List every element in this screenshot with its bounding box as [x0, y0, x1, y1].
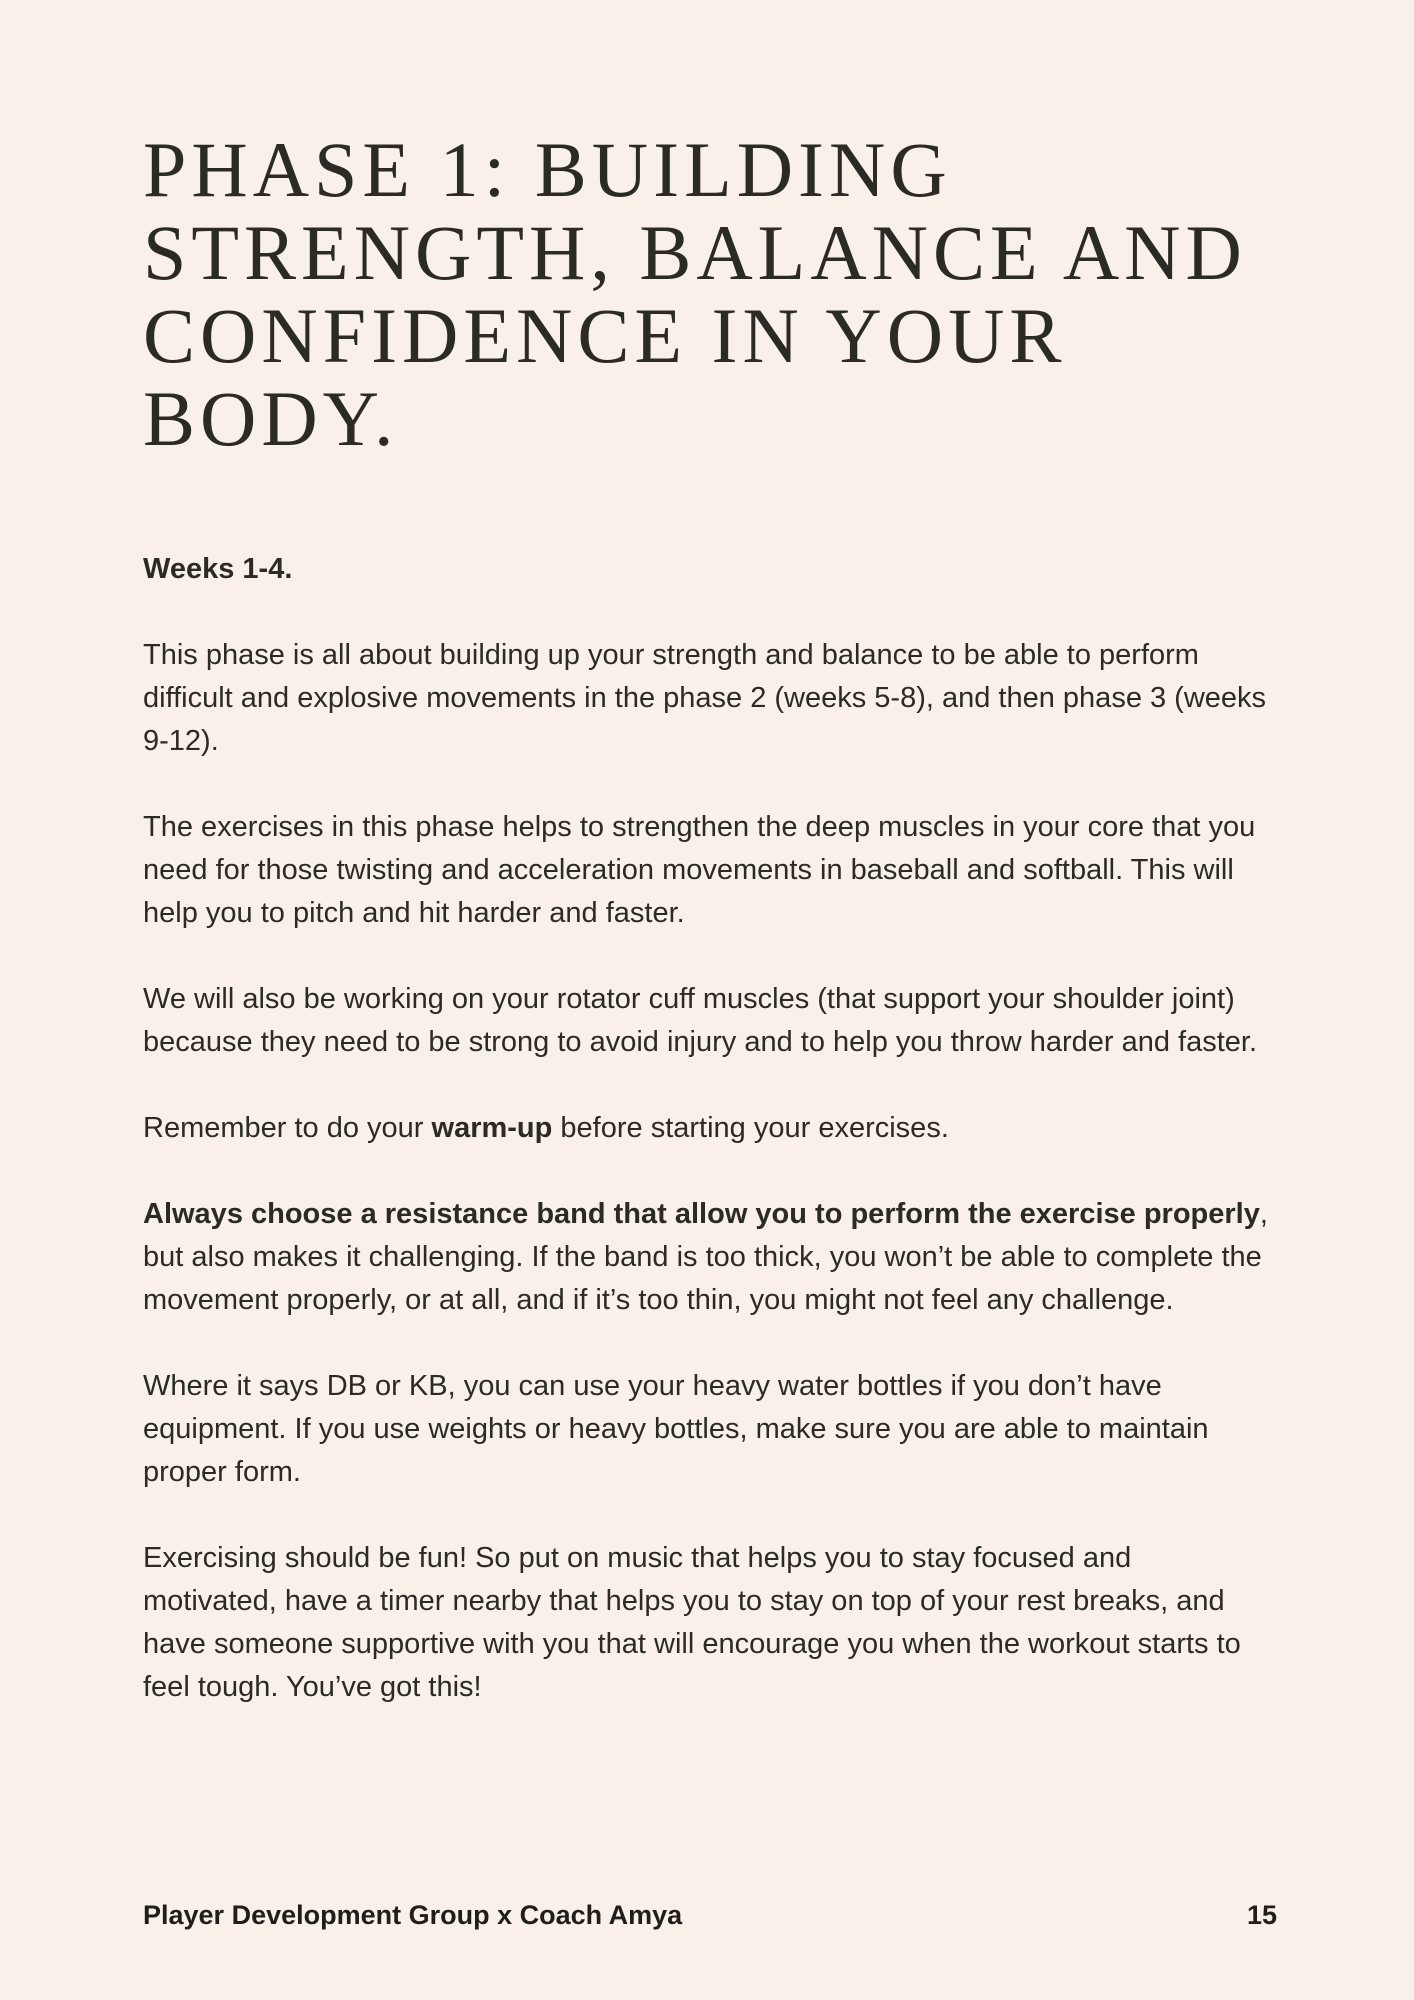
paragraph-equipment: Where it says DB or KB, you can use your heavy water bottles if you don’t have equipment. If you use weights or heavy bottles, make sure you are able to maintain proper form. — [143, 1370, 1209, 1488]
paragraph-intro: This phase is all about building up your strength and balance to be able to perform difficult and explosive movements in the phase 2 (weeks 5-8), and then phase 3 (weeks 9-12). — [143, 639, 1267, 757]
paragraph-resistance-band: Always choose a resistance band that allow you to perform the exercise properly, but also makes it challenging. If the band is too thick, you won’t be able to complete the movement properly, or at all, and if it’s too thin, you might not feel any challenge. — [143, 1198, 1268, 1316]
title-line-2: STRENGTH, BALANCE AND — [143, 209, 1247, 296]
page-footer — [143, 1900, 1277, 1931]
title-line-1: PHASE 1: BUILDING — [143, 126, 952, 213]
paragraph-core: The exercises in this phase helps to strengthen the deep muscles in your core that you need for those twisting and acceleration movements in baseball and softball. This will help you to pitch and hit harder and faster. — [143, 811, 1256, 929]
weeks-label: Weeks 1-4. — [143, 553, 293, 585]
title-line-3: CONFIDENCE IN YOUR — [143, 292, 1067, 379]
page-content — [143, 128, 1273, 1752]
page-number: 15 — [1246, 1900, 1277, 1930]
resistance-band-emphasis: Always choose a resistance band that allow you to perform the exercise properly — [143, 1198, 1260, 1230]
page-title — [143, 128, 1273, 460]
title-line-4: BODY. — [143, 375, 399, 462]
footer-brand: Player Development Group x Coach Amya — [143, 1900, 683, 1930]
warm-up-emphasis: warm-up — [431, 1112, 553, 1144]
paragraph-warm-up: Remember to do your warm-up before starting your exercises. — [143, 1112, 949, 1144]
paragraph-motivation: Exercising should be fun! So put on music that helps you to stay focused and motivated, have a timer nearby that helps you to stay on top of your rest breaks, and have someone supportive with you that will encourage you when the workout starts to feel tough. You’ve got this! — [143, 1542, 1241, 1703]
body-text — [143, 548, 1273, 1709]
paragraph-rotator-cuff: We will also be working on your rotator cuff muscles (that support your shoulder joint) because they need to be strong to avoid injury and to help you throw harder and faster. — [143, 983, 1258, 1058]
